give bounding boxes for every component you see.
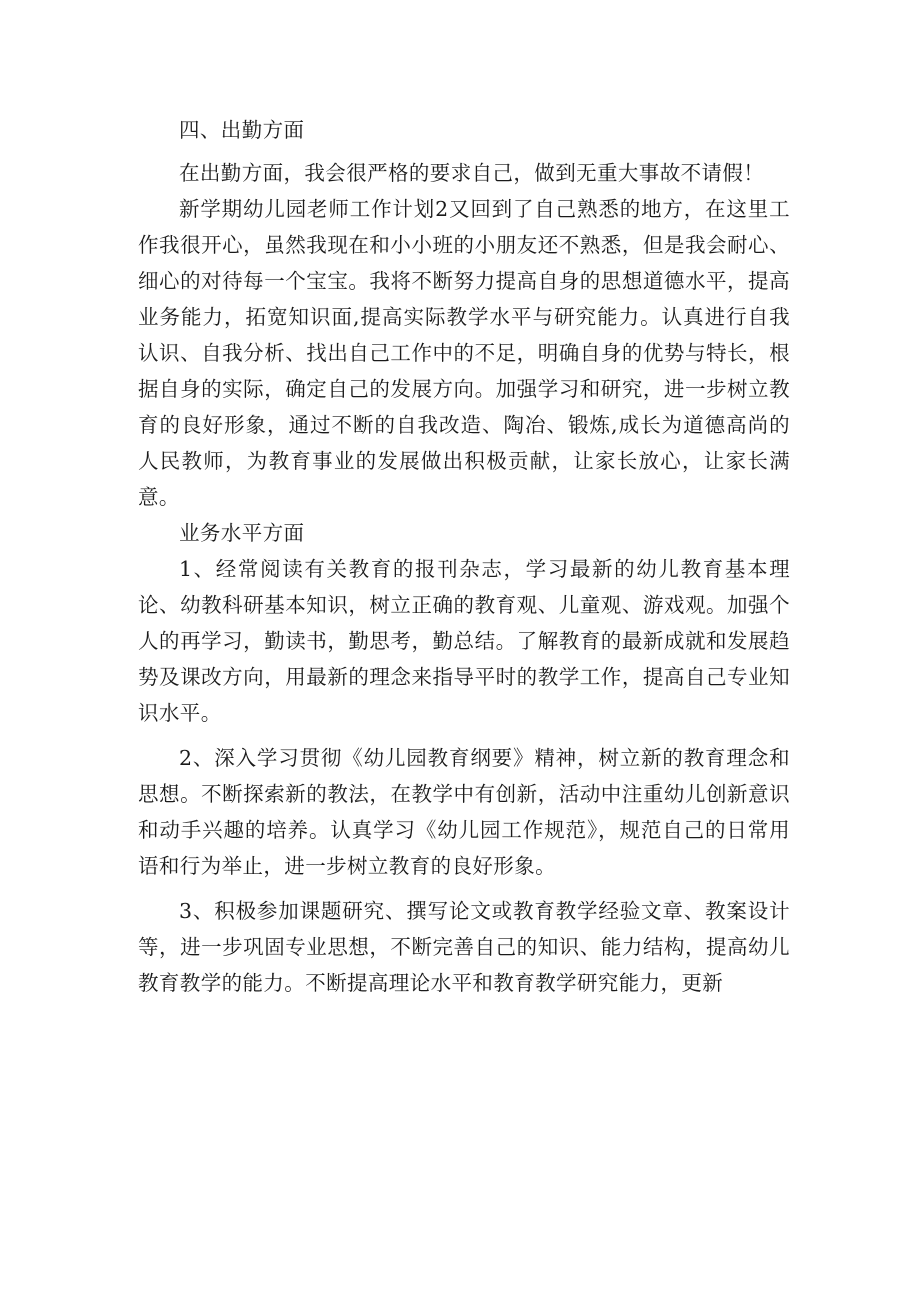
paragraph-attendance: 在出勤方面，我会很严格的要求自己，做到无重大事故不请假！	[179, 161, 765, 185]
section-heading: 四、出勤方面	[179, 118, 305, 142]
subheading-business: 业务水平方面	[179, 521, 305, 545]
paragraph-intro: 新学期幼儿园老师工作计划2又回到了自己熟悉的地方，在这里工作我很开心，虽然我现在和小小班的小朋友还不熟悉，但是我会耐心、细心的对待每一个宝宝。我将不断努力提高自身的思想道德水平，提高业务能力，拓宽知识面,提高实际教学水平与研究能力。认真进行自我认识、自我分析、找出自己工作中的不足，明确自身的优势与特长，根据自身的实际，确定自己的发展方向。加强学习和研究，进一步树立教育的良好形象，通过不断的自我改造、陶冶、锻炼,成长为道德高尚的人民教师，为教育事业的发展做出积极贡献，让家长放心，让家长满意。	[138, 197, 790, 509]
document-body	[138, 112, 790, 1001]
paragraph-item-3: 3、积极参加课题研究、撰写论文或教育教学经验文章、教案设计等，进一步巩固专业思想，不断完善自己的知识、能力结构，提高幼儿教育教学的能力。不断提高理论水平和教育教学研究能力，更新	[138, 899, 790, 995]
paragraph-item-1: 1、经常阅读有关教育的报刊杂志，学习最新的幼儿教育基本理论、幼教科研基本知识，树立正确的教育观、儿童观、游戏观。加强个人的再学习，勤读书，勤思考，勤总结。了解教育的最新成就和发展趋势及课改方向，用最新的理念来指导平时的教学工作，提高自己专业知识水平。	[138, 557, 790, 725]
paragraph-item-2: 2、深入学习贯彻《幼儿园教育纲要》精神，树立新的教育理念和思想。不断探索新的教法，在教学中有创新，活动中注重幼儿创新意识和动手兴趣的培养。认真学习《幼儿园工作规范》，规范自己的日常用语和行为举止，进一步树立教育的良好形象。	[138, 746, 790, 878]
